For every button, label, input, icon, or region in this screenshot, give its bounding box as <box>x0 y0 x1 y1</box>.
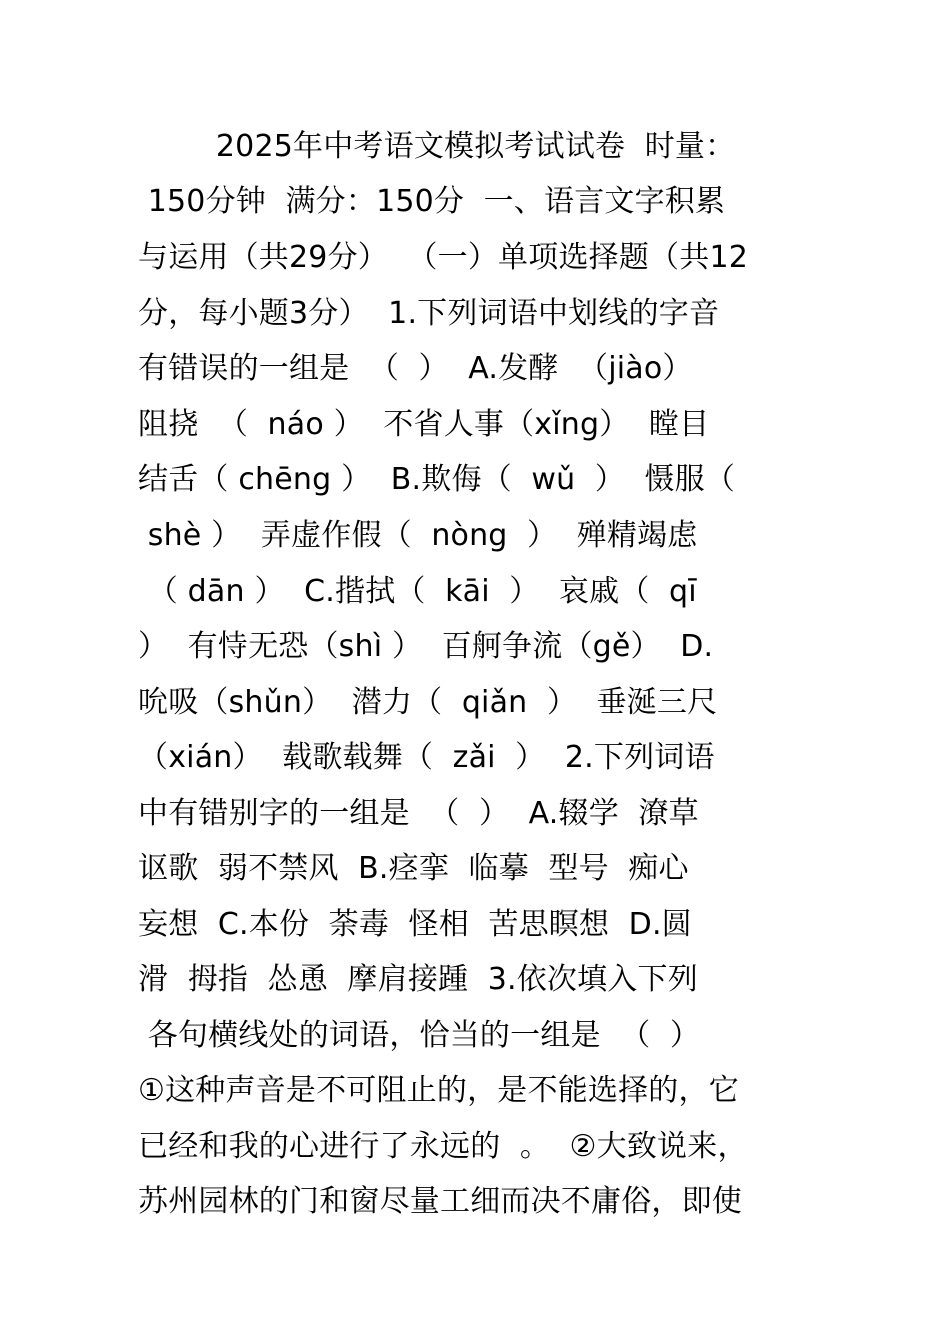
text-line: 讴歌 弱不禁风 B.痉挛 临摹 型号 痴心 <box>138 851 689 886</box>
text-line: （ dān ） C.揩拭（ kāi ） 哀戚（ qī <box>138 574 697 609</box>
text-line: 苏州园林的门和窗尽量工细而决不庸俗，即使 <box>138 1184 742 1219</box>
text-line: 中有错别字的一组是 （ ） A.辍学 潦草 <box>138 796 699 831</box>
text-line: shè ） 弄虚作假（ nòng ） 殚精竭虑 <box>138 518 698 553</box>
text-line: 有错误的一组是 （ ） A.发酵 （jiào） <box>138 351 693 386</box>
text-line: 结舌（ chēng ） B.欺侮（ wǔ ） 慑服（ <box>138 462 736 497</box>
text-line: 与运用（共29分） （一）单项选择题（共12 <box>138 240 749 275</box>
text-line: 2025年中考语文模拟考试试卷 时量： <box>138 129 736 164</box>
text-line: 吮吸（shǔn） 潜力（ qiǎn ） 垂涎三尺 <box>138 685 718 720</box>
text-line: ①这种声音是不可阻止的，是不能选择的，它 <box>138 1073 739 1108</box>
text-line: 150分钟 满分：150分 一、语言文字积累 <box>138 184 726 219</box>
text-line: 滑 拇指 怂恿 摩肩接踵 3.依次填入下列 <box>138 962 698 997</box>
text-line: ） 有恃无恐（shì ） 百舸争流（gě） D. <box>138 629 714 664</box>
text-line: 分，每小题3分） 1.下列词语中划线的字音 <box>138 296 720 331</box>
text-line: 已经和我的心进行了永远的 。 ②大致说来， <box>138 1129 748 1164</box>
text-line: （xián） 载歌载舞（ zǎi ） 2.下列词语 <box>138 740 715 775</box>
text-line: 各句横线处的词语，恰当的一组是 （ ） <box>138 1018 701 1053</box>
text-line: 妄想 C.本份 荼毒 怪相 苦思瞑想 D.圆 <box>138 907 692 942</box>
text-line: 阻挠 （ náo ） 不省人事（xǐng） 瞠目 <box>138 407 710 442</box>
